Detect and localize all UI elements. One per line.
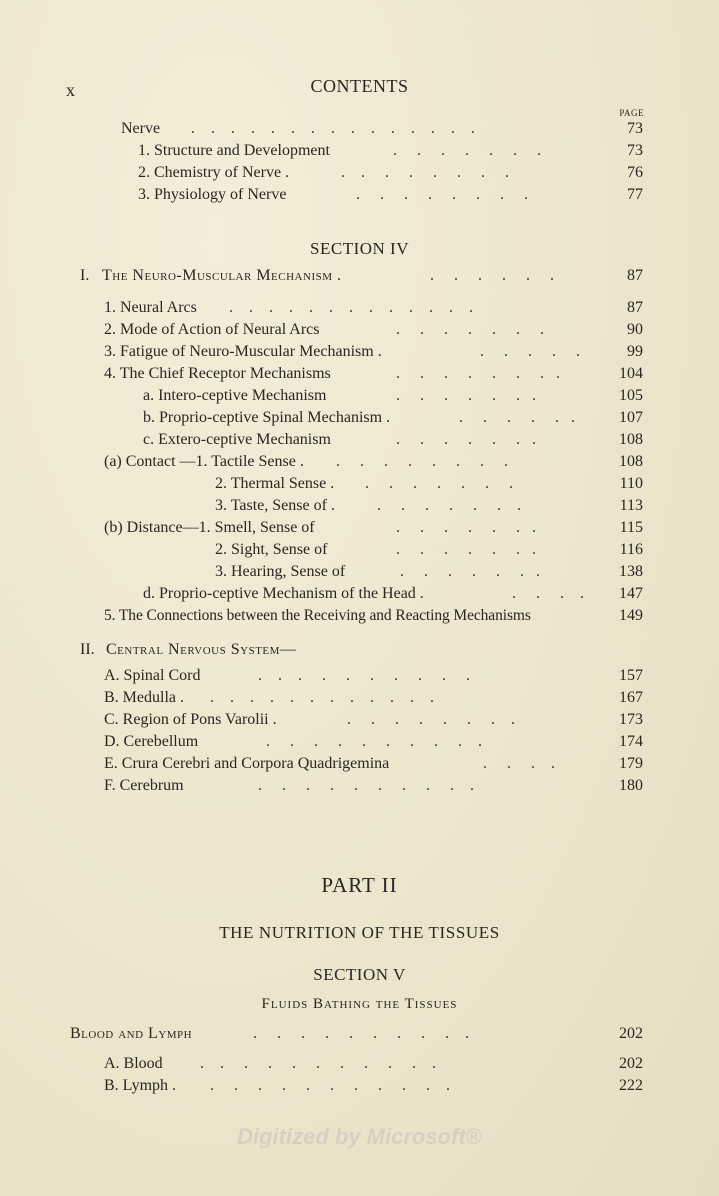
toc-entry-page: 76 <box>627 164 643 181</box>
toc-entry-text: D. Cerebellum <box>104 733 199 750</box>
leader-dots: . . . . . . <box>443 409 575 426</box>
toc-entry-page: 108 <box>619 453 643 470</box>
toc-entry-text: 3. Physiology of Nerve <box>138 186 287 203</box>
toc-entry-page: 157 <box>619 667 643 684</box>
toc-entry <box>104 754 643 774</box>
leader-dots: . . . . . . <box>430 267 554 284</box>
page-numeral: x <box>66 80 75 100</box>
leader-dots: . . . . . . . . <box>339 711 515 728</box>
toc-entry <box>138 185 643 205</box>
toc-entry-page: 73 <box>627 142 643 159</box>
toc-entry-text: 1. Neural Arcs <box>104 299 197 316</box>
leader-dots: . . . . . . . . . . . . <box>202 689 434 706</box>
leader-dots: . . . . . . . <box>396 541 536 558</box>
leader-dots: . . . . . . . <box>396 431 536 448</box>
toc-entry <box>104 518 643 538</box>
toc-entry <box>104 666 643 686</box>
page-column-label: PAGE <box>619 108 644 118</box>
toc-part-entry <box>80 266 643 286</box>
toc-entry-text: 1. Structure and Development <box>138 142 330 159</box>
leader-dots: . . . . . . . <box>396 321 544 338</box>
part-label: Blood and Lymph <box>70 1025 193 1042</box>
toc-entry-page: 90 <box>627 321 643 338</box>
leader-dots: . . . . . . . . <box>396 365 560 382</box>
leader-dots: . . . . <box>496 585 584 602</box>
toc-entry-text: Nerve <box>121 120 161 137</box>
section-title: Fluids Bathing the Tissues <box>261 996 458 1012</box>
toc-entry-text: B. Medulla . <box>104 689 184 706</box>
toc-entry-page: 149 <box>619 607 643 624</box>
toc-entry-text: 2. Sight, Sense of <box>215 541 328 558</box>
part-heading: PART II <box>321 873 398 897</box>
part-label: The Neuro-Muscular Mechanism . <box>102 267 342 284</box>
toc-entry <box>104 452 643 472</box>
toc-entry-page: 202 <box>619 1025 643 1042</box>
toc-part-entry <box>80 640 643 660</box>
page-title: CONTENTS <box>310 76 409 96</box>
leader-dots: . . . . . . . <box>365 475 513 492</box>
toc-entry-page: 174 <box>619 733 643 750</box>
leader-dots: . . . . . . . <box>396 387 536 404</box>
toc-entry-page: 99 <box>627 343 643 360</box>
toc-entry-text: F. Cerebrum <box>104 777 184 794</box>
toc-entry <box>104 776 643 796</box>
leader-dots: . . . . . . . . <box>356 186 528 203</box>
leader-dots: . . . . . . . . . . . <box>184 1055 436 1072</box>
toc-entry-text: 2. Chemistry of Nerve . <box>138 164 290 181</box>
toc-entry-text: (b) Distance—1. Smell, Sense of <box>104 519 315 536</box>
toc-entry-text: 4. The Chief Receptor Mechanisms <box>104 365 331 382</box>
toc-entry <box>104 688 643 708</box>
section-heading: SECTION V <box>313 965 406 984</box>
toc-entry-text: 3. Fatigue of Neuro-Muscular Mechanism . <box>104 343 382 360</box>
leader-dots: . . . . . . . <box>393 142 541 159</box>
toc-entry-page: 179 <box>619 755 643 772</box>
leader-dots: . . . . . . . <box>365 497 521 514</box>
toc-entry <box>104 320 643 340</box>
leader-dots: . . . . . . . . . . <box>234 777 474 794</box>
toc-entry-page: 113 <box>619 497 643 514</box>
leader-dots: . . . . <box>459 755 555 772</box>
toc-entry <box>104 732 643 752</box>
leader-dots: . . . . . . . . . . . . . . . <box>191 120 475 137</box>
leader-dots: . . . . . . . . <box>336 453 508 470</box>
leader-dots: . . . . . <box>464 343 580 360</box>
leader-dots: . . . . . . . . . . . . . <box>229 299 473 316</box>
leader-dots: . . . . . . . <box>396 519 536 536</box>
leader-dots: . . . . . . . <box>396 563 540 580</box>
toc-entry-text: a. Intero-ceptive Mechanism <box>143 387 327 404</box>
toc-entry-page: 77 <box>627 186 643 203</box>
toc-entry <box>121 119 643 139</box>
toc-entry-text: A. Blood <box>104 1055 163 1072</box>
toc-entry-text: B. Lymph . <box>104 1077 177 1094</box>
toc-entry-page: 108 <box>619 431 643 448</box>
toc-entry-page: 202 <box>619 1055 643 1072</box>
digitization-watermark: Digitized by Microsoft® <box>237 1124 482 1149</box>
part-label: Central Nervous System— <box>106 641 297 658</box>
toc-entry-text: 2. Mode of Action of Neural Arcs <box>104 321 320 338</box>
section-heading: SECTION IV <box>310 239 409 258</box>
leader-dots: . . . . . . . . . . . <box>194 1077 450 1094</box>
toc-entry-page: 138 <box>619 563 643 580</box>
toc-entry <box>104 298 643 318</box>
toc-entry <box>138 141 643 161</box>
toc-entry-text: A. Spinal Cord <box>104 667 201 684</box>
toc-entry-page: 87 <box>627 267 643 284</box>
toc-entry-page: 116 <box>619 541 643 558</box>
leader-dots: . . . . . . . . . . <box>245 1025 469 1042</box>
toc-entry-text: 2. Thermal Sense . <box>215 475 335 492</box>
part-number: II. <box>80 641 95 658</box>
toc-entry-text: d. Proprio-ceptive Mechanism of the Head . <box>143 585 424 602</box>
toc-entry-text: C. Region of Pons Varolii . <box>104 711 277 728</box>
toc-entry-text: E. Crura Cerebri and Corpora Quadrigemina <box>104 755 390 772</box>
toc-entry <box>138 163 643 183</box>
leader-dots: . . . . . . . . . . <box>254 733 482 750</box>
toc-entry-page: 105 <box>619 387 643 404</box>
toc-entry <box>104 606 643 626</box>
toc-entry <box>215 496 643 516</box>
toc-entry-page: 104 <box>619 365 643 382</box>
toc-entry <box>104 710 643 730</box>
toc-entry-page: 107 <box>619 409 643 426</box>
toc-part-entry <box>70 1024 643 1044</box>
toc-entry <box>215 562 643 582</box>
toc-entry-page: 115 <box>619 519 643 536</box>
toc-entry-text: (a) Contact —1. Tactile Sense . <box>104 453 304 470</box>
toc-entry-page: 173 <box>619 711 643 728</box>
toc-entry-page: 110 <box>619 475 643 492</box>
toc-entry-page: 167 <box>619 689 643 706</box>
toc-entry <box>104 1054 643 1074</box>
toc-entry <box>104 364 643 384</box>
toc-entry <box>143 386 643 406</box>
toc-entry <box>215 540 643 560</box>
toc-entry-text: b. Proprio-ceptive Spinal Mechanism . <box>143 409 391 426</box>
leader-dots: . . . . . . . . . . <box>254 667 470 684</box>
toc-entry-page: 180 <box>619 777 643 794</box>
leader-dots: . . . . . . . . <box>333 164 509 181</box>
toc-entry <box>143 430 643 450</box>
toc-entry-text: 5. The Connections between the Receiving and Reacting Mechanisms <box>104 607 531 624</box>
toc-entry <box>104 342 643 362</box>
toc-entry-page: 222 <box>619 1077 643 1094</box>
toc-entry <box>143 408 643 428</box>
toc-entry-text: c. Extero-ceptive Mechanism <box>143 431 331 448</box>
part-number: I. <box>80 267 90 284</box>
toc-entry-text: 3. Hearing, Sense of <box>215 563 346 580</box>
toc-entry-page: 87 <box>627 299 643 316</box>
toc-entry <box>104 1076 643 1096</box>
toc-entry <box>215 474 643 494</box>
part-subtitle: THE NUTRITION OF THE TISSUES <box>219 923 500 942</box>
toc-entry-text: 3. Taste, Sense of . <box>215 497 335 514</box>
toc-entry-page: 147 <box>619 585 643 602</box>
toc-entry-page: 73 <box>627 120 643 137</box>
toc-entry <box>143 584 643 604</box>
